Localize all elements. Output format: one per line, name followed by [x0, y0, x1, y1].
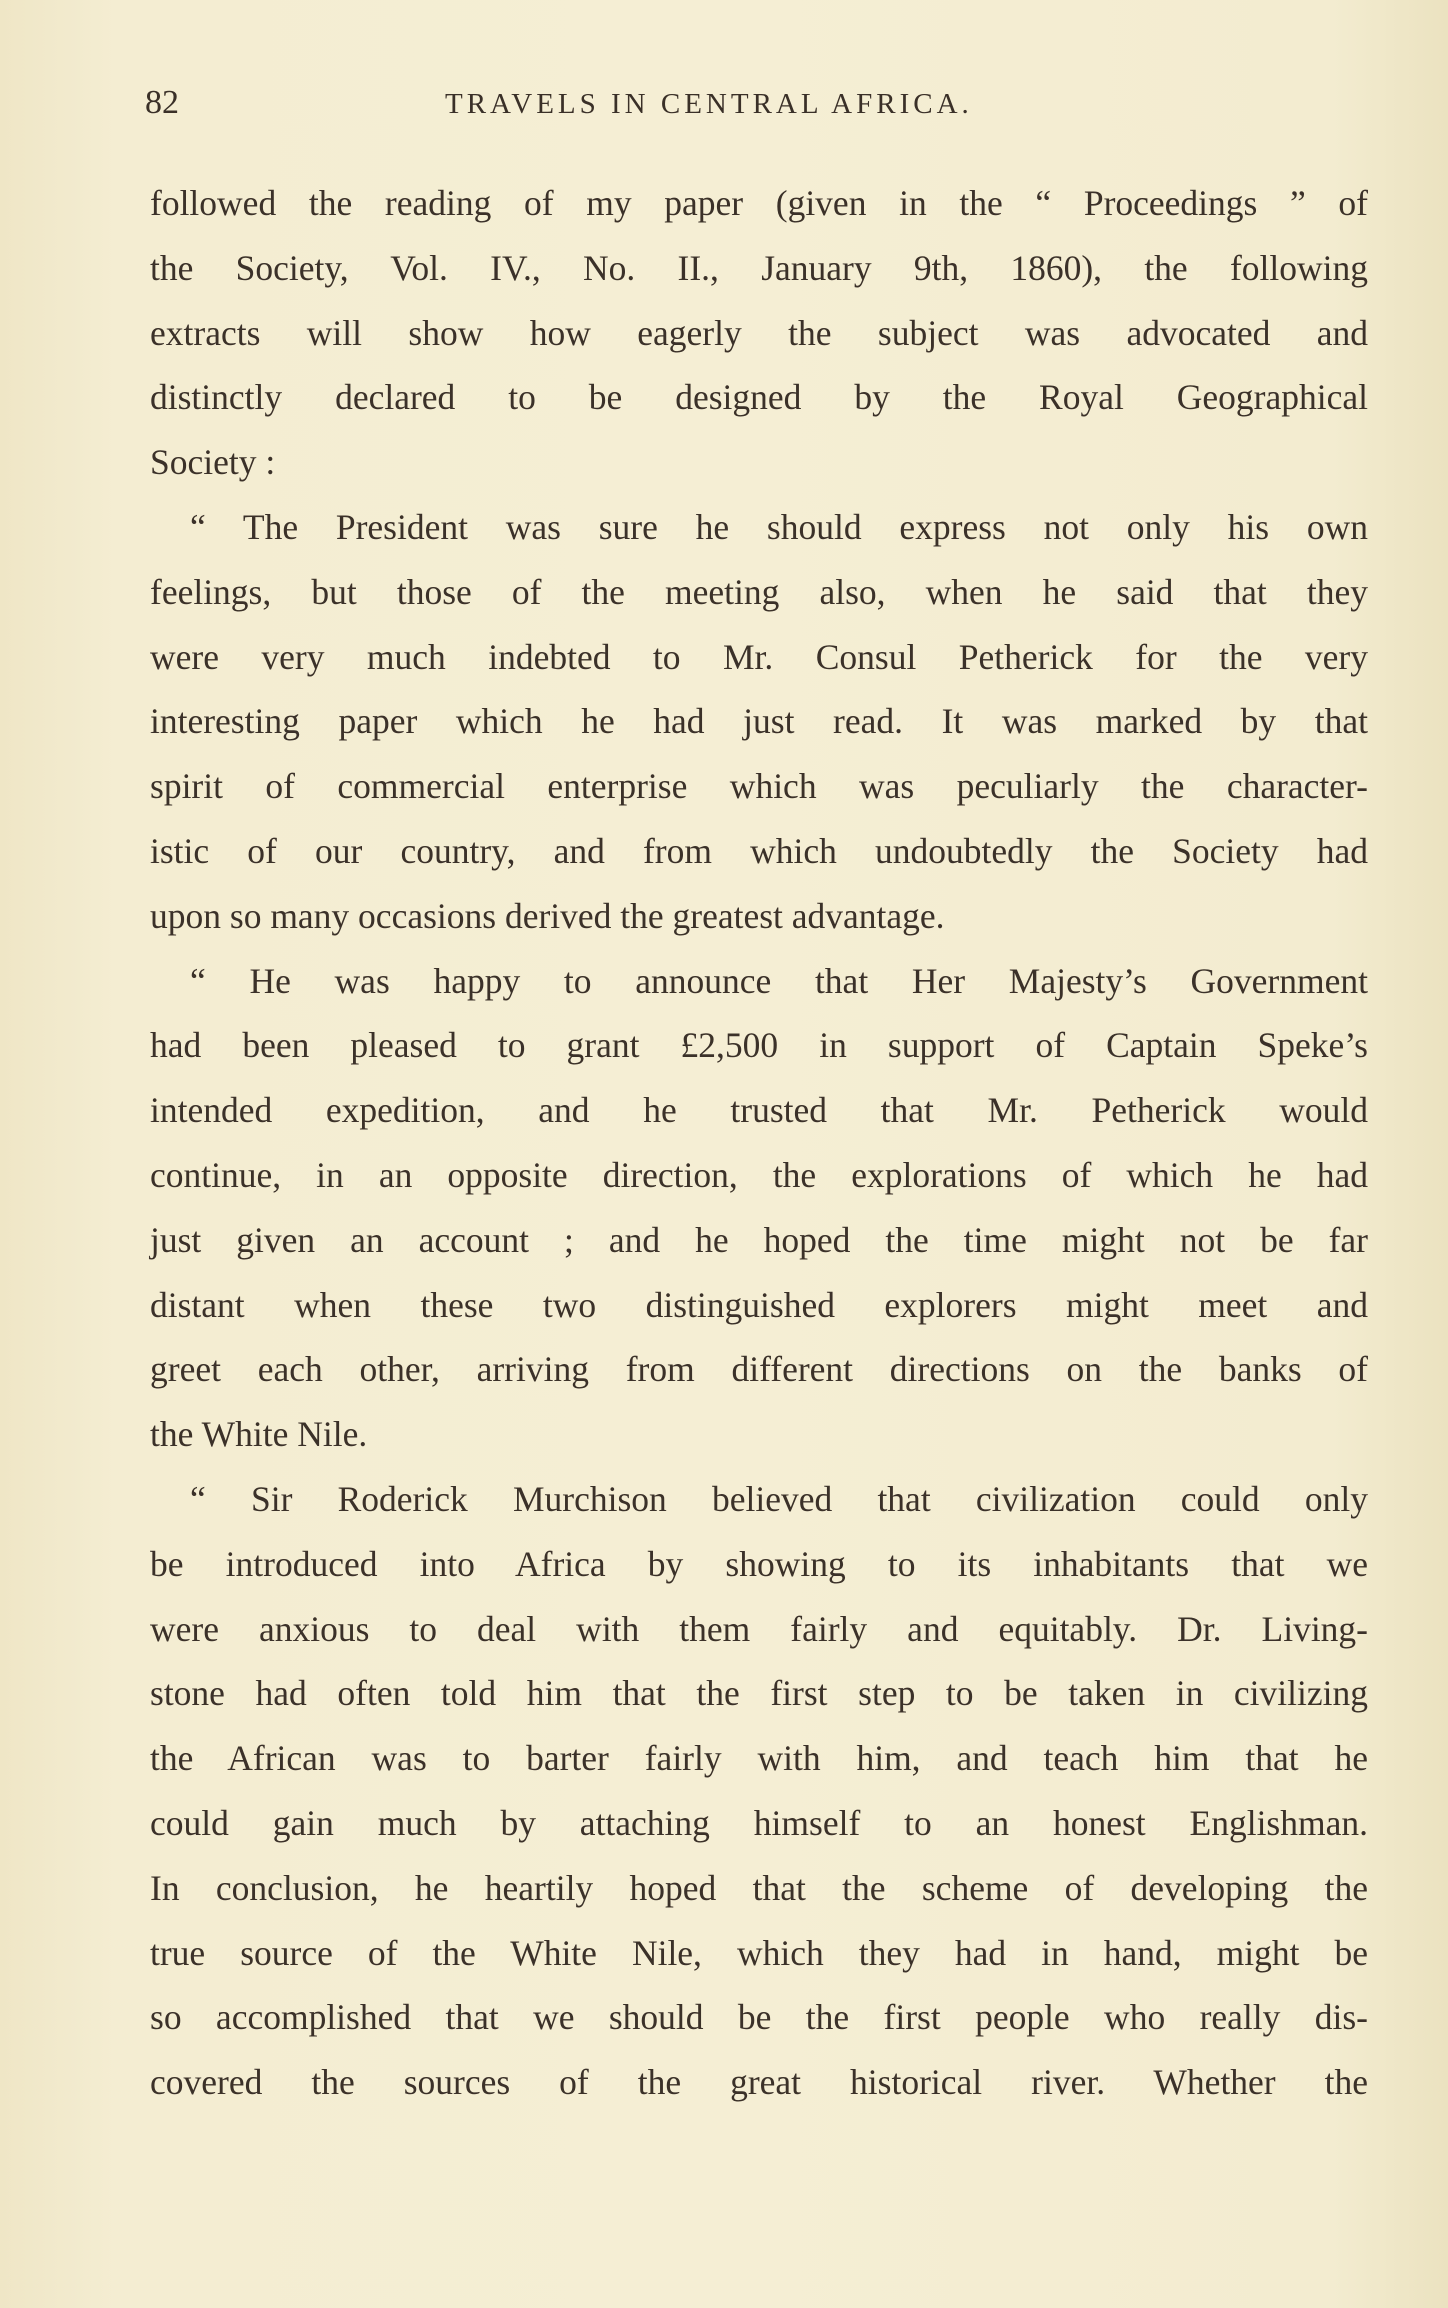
- text-line: intended expedition, and he trusted that Mr. Petherick would: [150, 1090, 1368, 1131]
- text-line: “ Sir Roderick Murchison believed that civilization could only: [190, 1478, 1368, 1519]
- text-line: be introduced into Africa by showing to its inhabitants that we: [150, 1543, 1368, 1584]
- text-line: distinctly declared to be designed by the Royal Geographical: [150, 377, 1368, 418]
- text-line: covered the sources of the great historical river. Whether the: [150, 2062, 1368, 2103]
- text-line: istic of our country, and from which undoubtedly the Society had: [150, 830, 1368, 871]
- page-number: 82: [145, 84, 179, 121]
- text-line: the African was to barter fairly with him, and teach him that he: [150, 1738, 1368, 1779]
- page-header: [145, 84, 1370, 124]
- text-line: the Society, Vol. IV., No. II., January 9th, 1860), the following: [150, 247, 1368, 288]
- text-line: “ The President was sure he should express not only his own: [190, 506, 1368, 547]
- text-line: distant when these two distinguished explorers might meet and: [150, 1284, 1368, 1325]
- text-line: greet each other, arriving from different directions on the banks of: [150, 1349, 1368, 1390]
- text-line: upon so many occasions derived the greatest advantage.: [150, 895, 945, 936]
- text-line: Society :: [150, 442, 276, 483]
- text-line: spirit of commercial enterprise which was peculiarly the character-: [150, 766, 1368, 807]
- text-line: feelings, but those of the meeting also, when he said that they: [150, 571, 1368, 612]
- text-line: could gain much by attaching himself to an honest Englishman.: [150, 1802, 1368, 1843]
- text-line: stone had often told him that the first step to be taken in civilizing: [150, 1673, 1368, 1714]
- page-body: [150, 171, 1368, 2115]
- text-line: so accomplished that we should be the first people who really dis-: [150, 1997, 1368, 2038]
- text-line: were very much indebted to Mr. Consul Petherick for the very: [150, 636, 1368, 677]
- text-line: extracts will show how eagerly the subject was advocated and: [150, 312, 1368, 353]
- text-line: In conclusion, he heartily hoped that the scheme of developing the: [150, 1867, 1368, 1908]
- text-line: interesting paper which he had just read. It was marked by that: [150, 701, 1368, 742]
- text-line: were anxious to deal with them fairly and equitably. Dr. Living-: [150, 1608, 1368, 1649]
- text-line: just given an account ; and he hoped the time might not be far: [150, 1219, 1368, 1260]
- text-line: followed the reading of my paper (given in the “ Proceedings ” of: [150, 183, 1368, 223]
- text-line: true source of the White Nile, which they had in hand, might be: [150, 1932, 1368, 1973]
- text-line: continue, in an opposite direction, the explorations of which he had: [150, 1154, 1368, 1195]
- text-line: “ He was happy to announce that Her Majesty’s Government: [190, 960, 1368, 1001]
- text-line: the White Nile.: [150, 1414, 368, 1455]
- running-title: TRAVELS IN CENTRAL AFRICA.: [445, 88, 973, 120]
- text-line: had been pleased to grant £2,500 in support of Captain Speke’s: [150, 1025, 1368, 1066]
